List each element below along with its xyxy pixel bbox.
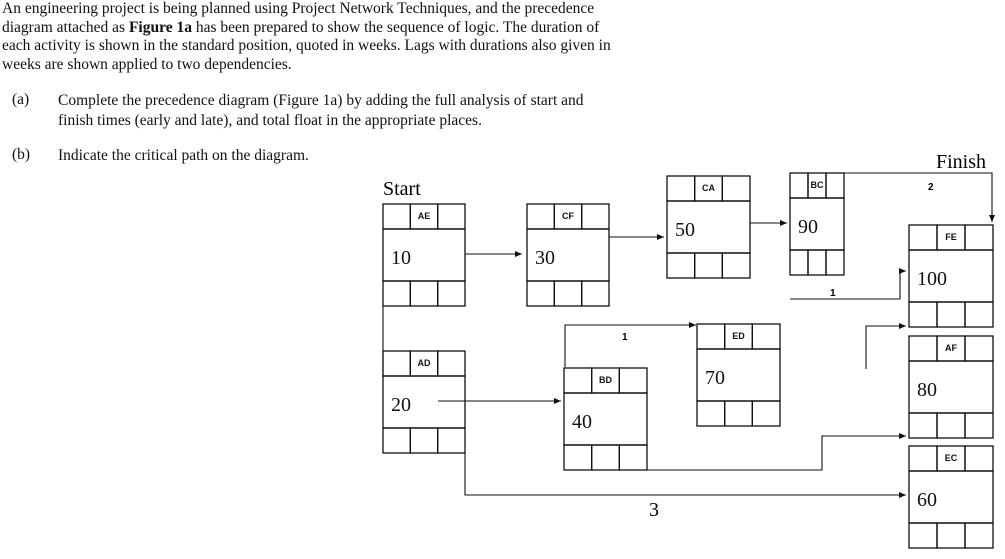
activity-duration: 50: [675, 219, 695, 241]
top-cell: [527, 204, 554, 229]
top-cell: [438, 351, 465, 376]
top-cell: [383, 351, 410, 376]
bottom-cell: [383, 281, 410, 306]
activity-duration: 70: [705, 367, 725, 389]
bottom-cell: [582, 281, 609, 306]
activity-duration: 100: [917, 268, 947, 290]
activity-duration: 20: [391, 394, 411, 416]
bottom-cell: [937, 413, 965, 438]
bottom-cell: [619, 445, 647, 470]
activity-duration: 30: [535, 247, 555, 269]
intro-text-1: An engineering project is being planned using Project Network Techniques, and the precedence diagram attached as: [2, 0, 595, 36]
bottom-cell: [564, 445, 592, 470]
bottom-cell: [697, 401, 725, 426]
bottom-cell: [752, 401, 780, 426]
top-cell: [438, 204, 465, 229]
bottom-cell: [695, 253, 723, 278]
activity-label: AE: [417, 211, 431, 221]
question-a-label: (a): [12, 91, 30, 108]
question-b-text: Indicate the critical path on the diagram.: [58, 147, 309, 164]
lag-bd-ed: 1: [622, 332, 628, 343]
question-b-label: (b): [12, 146, 31, 163]
bottom-cell: [790, 250, 808, 275]
activity-label: AF: [945, 343, 957, 353]
bottom-cell: [667, 253, 695, 278]
activity-label: EC: [944, 453, 958, 463]
top-cell: [752, 324, 780, 349]
lag-ad-ec: 3: [649, 499, 659, 521]
question-a-text: Complete the precedence diagram (Figure 1a) by adding the full analysis of start and finish times (early and late), and total float in the appropriate places.: [58, 92, 584, 129]
activity-label: FE: [945, 232, 957, 242]
activity-label: AD: [417, 358, 431, 368]
bottom-cell: [826, 250, 844, 275]
activity-node-bd: [564, 368, 647, 470]
bottom-cell: [592, 445, 620, 470]
activity-node-fe: [909, 225, 993, 327]
link-bd-ed: [565, 325, 696, 367]
top-cell: [965, 225, 993, 250]
link-ad-ec: [465, 452, 906, 495]
activity-label: CF: [562, 211, 574, 221]
bottom-cell: [909, 523, 937, 548]
bottom-cell: [722, 253, 750, 278]
activity-node-ca: [667, 176, 750, 278]
activity-duration: 40: [572, 411, 592, 433]
activity-label: BD: [599, 375, 612, 385]
activity-duration: 80: [917, 379, 937, 401]
top-cell: [909, 225, 937, 250]
top-cell: [790, 173, 808, 198]
activity-label: ED: [732, 331, 745, 341]
link-ed-af: [866, 326, 906, 369]
link-bc-finish: [844, 173, 992, 222]
top-cell: [383, 204, 410, 229]
bottom-cell: [383, 428, 410, 453]
bottom-cell: [965, 413, 993, 438]
activity-node-af: [909, 336, 993, 438]
finish-label: Finish: [936, 151, 987, 173]
bottom-cell: [410, 281, 437, 306]
bottom-cell: [438, 428, 465, 453]
top-cell: [697, 324, 725, 349]
bottom-cell: [554, 281, 581, 306]
top-cell: [722, 176, 750, 201]
link-bd-ec: [647, 436, 906, 470]
top-cell: [826, 173, 844, 198]
bottom-cell: [909, 302, 937, 327]
bottom-cell: [965, 523, 993, 548]
bottom-cell: [438, 281, 465, 306]
bottom-cell: [965, 302, 993, 327]
activity-node-ae: [383, 204, 465, 306]
bottom-cell: [725, 401, 753, 426]
top-cell: [965, 446, 993, 471]
activity-node-ec: [909, 446, 993, 548]
top-cell: [619, 368, 647, 393]
activity-node-bc: [790, 173, 844, 275]
activity-node-cf: [527, 204, 609, 306]
top-cell: [965, 336, 993, 361]
top-cell: [582, 204, 609, 229]
start-label: Start: [383, 178, 421, 200]
intro-text-2: has been prepared to show the sequence of logic. The duration of each activity is shown in the standard position, quoted in weeks. Lags with durations also given in weeks are shown applied to two dependencies.: [2, 18, 611, 73]
lag-bc-fe: 1: [830, 288, 836, 299]
lag-bc-finish: 2: [928, 182, 934, 193]
bottom-cell: [937, 302, 965, 327]
activity-duration: 60: [917, 489, 937, 511]
activity-label: BC: [810, 180, 824, 190]
activity-duration: 10: [391, 247, 411, 269]
bottom-cell: [808, 250, 826, 275]
top-cell: [564, 368, 592, 393]
activity-node-ad: [383, 351, 465, 453]
bottom-cell: [527, 281, 554, 306]
figure-reference: Figure 1a: [128, 18, 192, 36]
activity-node-ed: [697, 324, 780, 426]
activity-label: CA: [702, 183, 715, 193]
activity-duration: 90: [798, 216, 818, 238]
top-cell: [909, 446, 937, 471]
top-cell: [909, 336, 937, 361]
top-cell: [667, 176, 695, 201]
bottom-cell: [909, 413, 937, 438]
bottom-cell: [937, 523, 965, 548]
bottom-cell: [410, 428, 437, 453]
